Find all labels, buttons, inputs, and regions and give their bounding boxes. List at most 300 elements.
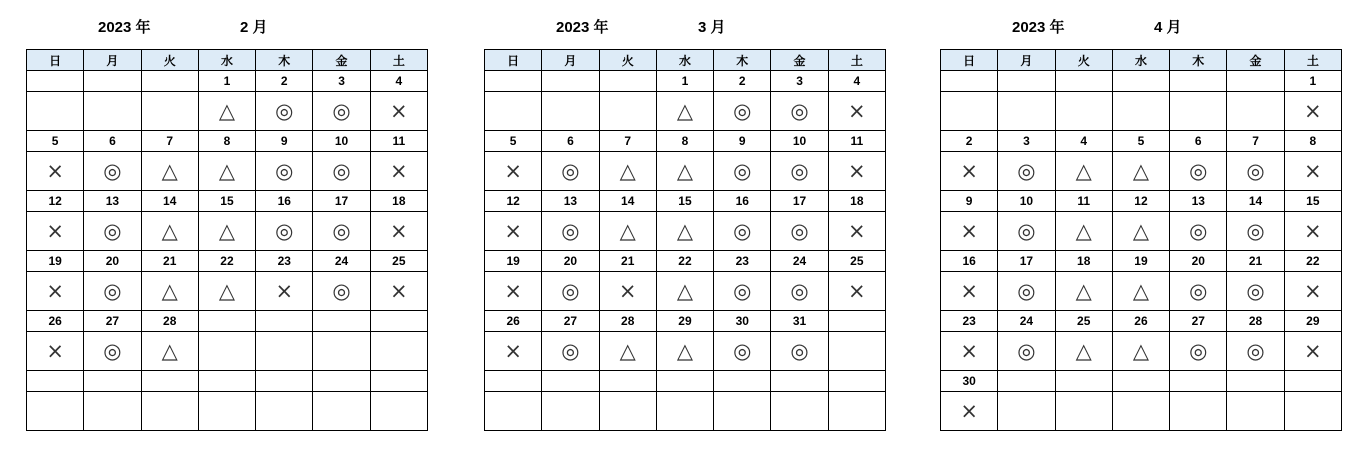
month-label: 4 月 <box>1154 19 1182 36</box>
weekday-header: 日 <box>27 50 84 71</box>
calendar-grid <box>484 49 886 431</box>
date-cell <box>542 71 599 92</box>
year-label: 2023 年 <box>556 19 609 36</box>
date-cell <box>771 371 828 392</box>
availability-mark: △ <box>656 272 713 311</box>
date-cell <box>313 311 370 332</box>
date-row <box>941 311 1342 332</box>
date-cell: 19 <box>485 251 542 272</box>
date-cell: 3 <box>998 131 1055 152</box>
date-cell: 26 <box>485 311 542 332</box>
date-cell: 23 <box>714 251 771 272</box>
availability-mark: △ <box>1055 212 1112 251</box>
availability-mark: △ <box>1055 332 1112 371</box>
availability-mark: × <box>27 332 84 371</box>
availability-mark: × <box>485 332 542 371</box>
availability-mark: ◎ <box>714 212 771 251</box>
date-cell <box>256 311 313 332</box>
date-cell: 15 <box>198 191 255 212</box>
availability-mark: × <box>485 152 542 191</box>
availability-mark <box>27 392 84 431</box>
availability-mark: △ <box>1055 152 1112 191</box>
date-cell: 24 <box>998 311 1055 332</box>
availability-mark: × <box>370 152 427 191</box>
availability-mark: ◎ <box>84 152 141 191</box>
availability-mark: × <box>941 392 998 431</box>
date-cell: 10 <box>771 131 828 152</box>
availability-mark <box>1227 92 1284 131</box>
availability-mark <box>1227 392 1284 431</box>
availability-mark: ◎ <box>771 152 828 191</box>
availability-mark: ◎ <box>771 332 828 371</box>
calendar-grid <box>940 49 1342 431</box>
date-row <box>485 371 886 392</box>
weekday-header: 木 <box>1170 50 1227 71</box>
weekday-header: 水 <box>198 50 255 71</box>
availability-row <box>485 392 886 431</box>
date-cell <box>1112 71 1169 92</box>
date-row <box>941 191 1342 212</box>
date-cell: 8 <box>198 131 255 152</box>
availability-mark: ◎ <box>1170 272 1227 311</box>
availability-mark <box>84 92 141 131</box>
weekday-header: 火 <box>141 50 198 71</box>
weekday-header: 日 <box>485 50 542 71</box>
availability-mark <box>599 92 656 131</box>
availability-mark <box>1284 392 1341 431</box>
availability-mark: × <box>1284 272 1341 311</box>
date-cell: 29 <box>656 311 713 332</box>
availability-mark: × <box>941 212 998 251</box>
availability-row <box>941 392 1342 431</box>
availability-mark: ◎ <box>771 272 828 311</box>
availability-mark: × <box>941 152 998 191</box>
date-cell <box>542 371 599 392</box>
availability-mark: △ <box>141 212 198 251</box>
date-row <box>485 251 886 272</box>
date-cell: 24 <box>313 251 370 272</box>
date-cell: 5 <box>485 131 542 152</box>
availability-mark <box>1055 392 1112 431</box>
availability-mark: ◎ <box>256 92 313 131</box>
date-cell: 19 <box>27 251 84 272</box>
month-label: 2 月 <box>240 19 268 36</box>
weekday-header: 木 <box>714 50 771 71</box>
availability-mark: ◎ <box>1227 212 1284 251</box>
availability-mark: ◎ <box>542 152 599 191</box>
date-cell: 9 <box>941 191 998 212</box>
weekday-header: 火 <box>599 50 656 71</box>
availability-mark: ◎ <box>714 152 771 191</box>
date-cell: 12 <box>1112 191 1169 212</box>
availability-mark: ◎ <box>1227 272 1284 311</box>
date-cell: 27 <box>542 311 599 332</box>
availability-mark: △ <box>599 332 656 371</box>
date-cell <box>27 371 84 392</box>
availability-mark: △ <box>1112 272 1169 311</box>
availability-mark <box>998 92 1055 131</box>
availability-row <box>27 392 428 431</box>
availability-mark <box>141 392 198 431</box>
availability-mark <box>1112 392 1169 431</box>
availability-mark: △ <box>656 332 713 371</box>
date-cell: 6 <box>1170 131 1227 152</box>
availability-row <box>941 212 1342 251</box>
availability-mark <box>370 332 427 371</box>
date-cell: 10 <box>313 131 370 152</box>
availability-mark <box>485 92 542 131</box>
availability-mark <box>542 92 599 131</box>
availability-mark: × <box>828 212 885 251</box>
calendar-title <box>26 14 428 36</box>
date-cell <box>998 71 1055 92</box>
availability-mark <box>542 392 599 431</box>
availability-mark: ◎ <box>84 272 141 311</box>
date-cell: 17 <box>771 191 828 212</box>
availability-mark: ◎ <box>313 272 370 311</box>
weekday-header-row <box>941 50 1342 71</box>
availability-mark <box>256 392 313 431</box>
calendar-title <box>940 14 1342 36</box>
date-cell: 23 <box>256 251 313 272</box>
availability-mark <box>771 392 828 431</box>
availability-mark <box>141 92 198 131</box>
availability-mark <box>1055 92 1112 131</box>
date-cell: 17 <box>313 191 370 212</box>
date-cell: 9 <box>256 131 313 152</box>
availability-row <box>27 272 428 311</box>
date-cell <box>370 311 427 332</box>
availability-mark: × <box>1284 332 1341 371</box>
date-cell <box>1170 71 1227 92</box>
date-cell <box>485 371 542 392</box>
availability-mark <box>256 332 313 371</box>
date-cell: 19 <box>1112 251 1169 272</box>
availability-mark: △ <box>656 92 713 131</box>
weekday-header: 火 <box>1055 50 1112 71</box>
date-cell <box>84 371 141 392</box>
availability-mark: ◎ <box>542 272 599 311</box>
availability-mark: △ <box>1112 152 1169 191</box>
date-cell <box>1227 371 1284 392</box>
date-row <box>485 191 886 212</box>
availability-mark: ◎ <box>256 152 313 191</box>
date-cell: 2 <box>714 71 771 92</box>
date-cell: 1 <box>656 71 713 92</box>
availability-mark <box>27 92 84 131</box>
weekday-header: 水 <box>1112 50 1169 71</box>
date-cell: 24 <box>771 251 828 272</box>
date-cell: 27 <box>84 311 141 332</box>
date-cell: 16 <box>256 191 313 212</box>
availability-mark <box>828 392 885 431</box>
availability-mark <box>828 332 885 371</box>
availability-mark: × <box>256 272 313 311</box>
availability-mark <box>714 392 771 431</box>
date-cell: 26 <box>1112 311 1169 332</box>
date-cell: 2 <box>941 131 998 152</box>
date-cell: 3 <box>771 71 828 92</box>
date-cell: 13 <box>542 191 599 212</box>
weekday-header: 月 <box>998 50 1055 71</box>
date-cell: 11 <box>828 131 885 152</box>
weekday-header: 月 <box>84 50 141 71</box>
availability-mark: △ <box>599 152 656 191</box>
availability-mark: ◎ <box>256 212 313 251</box>
availability-mark: △ <box>198 212 255 251</box>
availability-row <box>941 152 1342 191</box>
availability-row <box>485 272 886 311</box>
date-cell: 30 <box>714 311 771 332</box>
date-cell <box>485 71 542 92</box>
availability-row <box>485 212 886 251</box>
availability-row <box>27 212 428 251</box>
date-cell: 20 <box>542 251 599 272</box>
date-cell: 20 <box>1170 251 1227 272</box>
date-cell: 21 <box>141 251 198 272</box>
availability-mark: ◎ <box>1170 212 1227 251</box>
date-cell: 12 <box>27 191 84 212</box>
date-cell <box>714 371 771 392</box>
month-label: 3 月 <box>698 19 726 36</box>
availability-mark <box>1112 92 1169 131</box>
availability-mark: ◎ <box>714 92 771 131</box>
availability-row <box>485 152 886 191</box>
date-cell: 7 <box>141 131 198 152</box>
availability-mark <box>313 332 370 371</box>
date-cell: 17 <box>998 251 1055 272</box>
availability-mark <box>656 392 713 431</box>
weekday-header: 金 <box>313 50 370 71</box>
date-cell <box>998 371 1055 392</box>
date-cell <box>27 71 84 92</box>
date-cell: 1 <box>198 71 255 92</box>
availability-mark <box>370 392 427 431</box>
availability-mark <box>599 392 656 431</box>
availability-mark: × <box>485 272 542 311</box>
date-cell <box>141 371 198 392</box>
date-cell: 28 <box>599 311 656 332</box>
date-row <box>941 131 1342 152</box>
date-cell: 4 <box>828 71 885 92</box>
calendar-title <box>484 14 886 36</box>
date-cell: 2 <box>256 71 313 92</box>
date-cell: 5 <box>27 131 84 152</box>
weekday-header: 木 <box>256 50 313 71</box>
availability-mark: ◎ <box>313 152 370 191</box>
availability-mark <box>941 92 998 131</box>
availability-mark: ◎ <box>714 332 771 371</box>
date-cell: 14 <box>599 191 656 212</box>
year-label: 2023 年 <box>98 19 151 36</box>
date-cell <box>656 371 713 392</box>
date-cell <box>1112 371 1169 392</box>
date-cell: 3 <box>313 71 370 92</box>
availability-mark: △ <box>198 272 255 311</box>
availability-mark: × <box>485 212 542 251</box>
weekday-header: 土 <box>370 50 427 71</box>
availability-mark: △ <box>656 152 713 191</box>
availability-mark: △ <box>141 272 198 311</box>
date-cell: 7 <box>1227 131 1284 152</box>
availability-mark: × <box>370 212 427 251</box>
date-row <box>27 71 428 92</box>
availability-mark: ◎ <box>998 212 1055 251</box>
date-cell: 21 <box>599 251 656 272</box>
availability-mark: △ <box>1112 332 1169 371</box>
date-cell: 9 <box>714 131 771 152</box>
date-cell: 6 <box>84 131 141 152</box>
availability-mark: ◎ <box>1170 332 1227 371</box>
date-cell: 15 <box>656 191 713 212</box>
date-cell: 15 <box>1284 191 1341 212</box>
date-cell: 14 <box>141 191 198 212</box>
weekday-header: 土 <box>828 50 885 71</box>
availability-mark: △ <box>1112 212 1169 251</box>
availability-row <box>27 92 428 131</box>
year-label: 2023 年 <box>1012 19 1065 36</box>
date-cell: 22 <box>1284 251 1341 272</box>
availability-mark: ◎ <box>1227 152 1284 191</box>
availability-mark: △ <box>141 152 198 191</box>
weekday-header: 水 <box>656 50 713 71</box>
date-cell <box>256 371 313 392</box>
weekday-header-row <box>27 50 428 71</box>
date-cell <box>370 371 427 392</box>
date-cell <box>1227 71 1284 92</box>
date-cell: 8 <box>656 131 713 152</box>
availability-mark: △ <box>198 152 255 191</box>
availability-mark: ◎ <box>313 212 370 251</box>
availability-mark: × <box>599 272 656 311</box>
availability-mark: × <box>27 272 84 311</box>
availability-mark: ◎ <box>998 272 1055 311</box>
date-cell: 21 <box>1227 251 1284 272</box>
availability-mark <box>198 392 255 431</box>
availability-mark: × <box>828 272 885 311</box>
date-cell: 6 <box>542 131 599 152</box>
availability-row <box>27 152 428 191</box>
date-cell <box>941 71 998 92</box>
date-cell: 5 <box>1112 131 1169 152</box>
date-cell: 28 <box>1227 311 1284 332</box>
date-cell: 8 <box>1284 131 1341 152</box>
date-cell: 25 <box>370 251 427 272</box>
date-cell: 18 <box>828 191 885 212</box>
date-row <box>27 371 428 392</box>
date-cell: 22 <box>198 251 255 272</box>
availability-mark <box>1170 392 1227 431</box>
availability-mark: × <box>941 272 998 311</box>
date-cell: 4 <box>1055 131 1112 152</box>
availability-mark <box>313 392 370 431</box>
date-cell: 28 <box>141 311 198 332</box>
date-cell: 13 <box>84 191 141 212</box>
availability-row <box>941 272 1342 311</box>
availability-mark <box>198 332 255 371</box>
date-cell: 23 <box>941 311 998 332</box>
availability-row <box>941 332 1342 371</box>
availability-mark: × <box>828 92 885 131</box>
date-row <box>27 311 428 332</box>
weekday-header: 月 <box>542 50 599 71</box>
date-cell: 11 <box>1055 191 1112 212</box>
availability-mark: × <box>370 92 427 131</box>
date-cell: 16 <box>714 191 771 212</box>
availability-mark: ◎ <box>313 92 370 131</box>
date-cell: 29 <box>1284 311 1341 332</box>
availability-mark: △ <box>198 92 255 131</box>
availability-mark: ◎ <box>84 332 141 371</box>
date-cell: 11 <box>370 131 427 152</box>
availability-row <box>941 92 1342 131</box>
date-cell <box>1055 71 1112 92</box>
availability-mark: △ <box>599 212 656 251</box>
date-row <box>941 71 1342 92</box>
availability-mark: ◎ <box>1170 152 1227 191</box>
date-cell <box>599 71 656 92</box>
date-cell <box>198 371 255 392</box>
availability-mark: ◎ <box>542 332 599 371</box>
date-cell <box>1170 371 1227 392</box>
availability-mark: × <box>27 152 84 191</box>
weekday-header: 金 <box>771 50 828 71</box>
availability-mark: ◎ <box>714 272 771 311</box>
date-row <box>485 71 886 92</box>
availability-mark: ◎ <box>998 152 1055 191</box>
date-cell: 26 <box>27 311 84 332</box>
date-cell <box>1284 371 1341 392</box>
date-row <box>485 311 886 332</box>
availability-mark: ◎ <box>771 212 828 251</box>
availability-row <box>27 332 428 371</box>
availability-mark: ◎ <box>1227 332 1284 371</box>
date-cell: 14 <box>1227 191 1284 212</box>
date-cell <box>828 371 885 392</box>
availability-mark <box>1170 92 1227 131</box>
date-row <box>485 131 886 152</box>
date-cell: 25 <box>828 251 885 272</box>
availability-mark: × <box>941 332 998 371</box>
availability-mark: × <box>370 272 427 311</box>
availability-mark: × <box>1284 212 1341 251</box>
weekday-header: 土 <box>1284 50 1341 71</box>
date-cell: 25 <box>1055 311 1112 332</box>
date-cell: 20 <box>84 251 141 272</box>
date-cell <box>828 311 885 332</box>
date-cell: 22 <box>656 251 713 272</box>
date-row <box>941 371 1342 392</box>
date-row <box>27 251 428 272</box>
date-cell <box>599 371 656 392</box>
date-cell: 30 <box>941 371 998 392</box>
date-cell: 31 <box>771 311 828 332</box>
date-cell: 12 <box>485 191 542 212</box>
availability-mark <box>998 392 1055 431</box>
date-cell: 27 <box>1170 311 1227 332</box>
availability-mark: ◎ <box>771 92 828 131</box>
availability-mark: △ <box>141 332 198 371</box>
date-cell: 1 <box>1284 71 1341 92</box>
availability-mark: × <box>1284 92 1341 131</box>
date-cell <box>141 71 198 92</box>
availability-mark: ◎ <box>542 212 599 251</box>
date-cell <box>1055 371 1112 392</box>
date-cell: 18 <box>1055 251 1112 272</box>
date-cell <box>198 311 255 332</box>
date-cell: 18 <box>370 191 427 212</box>
date-cell <box>313 371 370 392</box>
